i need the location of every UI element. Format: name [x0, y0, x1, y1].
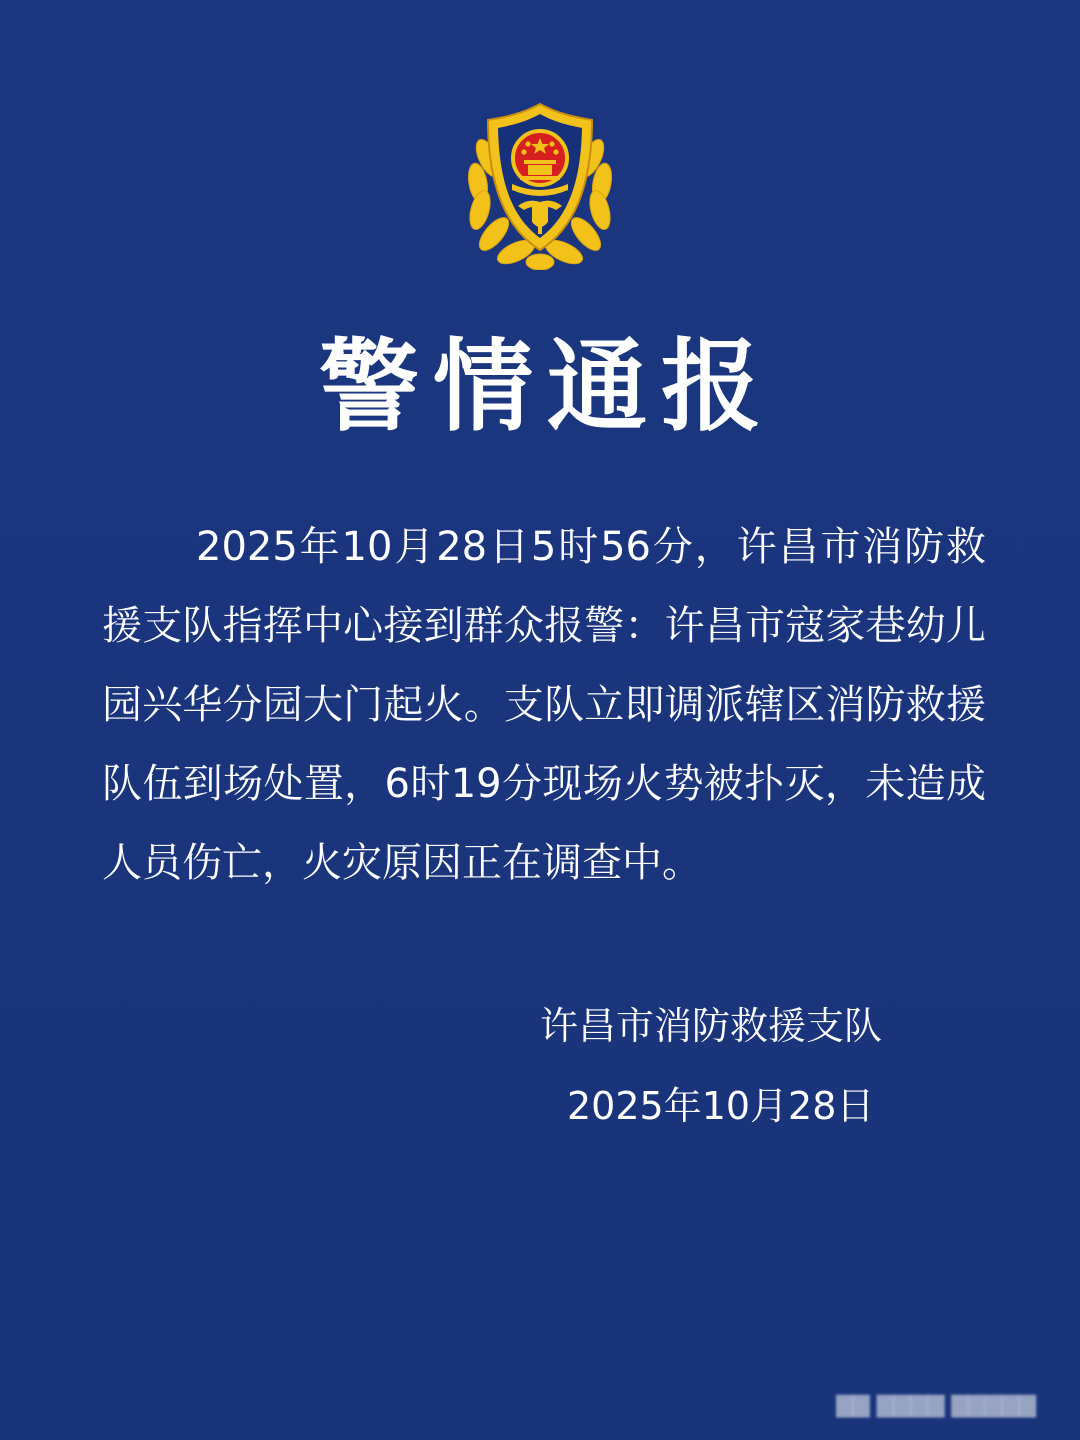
issuer-signature: 许昌市消防救援支队: [540, 1004, 883, 1048]
notice-body: 2025年10月28日5时56分，许昌市消防救援支队指挥中心接到群众报警：许昌市寇家巷幼儿园兴华分园大门起火。支队立即调派辖区消防救援队伍到场处置，6时19分现场火势被扑灭，未造成人员伤亡，火灾原因正在调查中。: [102, 524, 986, 886]
notice-title: 警情通报: [319, 328, 775, 445]
blurred-watermark: ▇▇ ▇▇▇▇ ▇▇▇▇▇: [836, 1393, 1037, 1418]
police-emblem-icon: [458, 98, 622, 270]
issue-date: 2025年10月28日: [567, 1084, 875, 1128]
